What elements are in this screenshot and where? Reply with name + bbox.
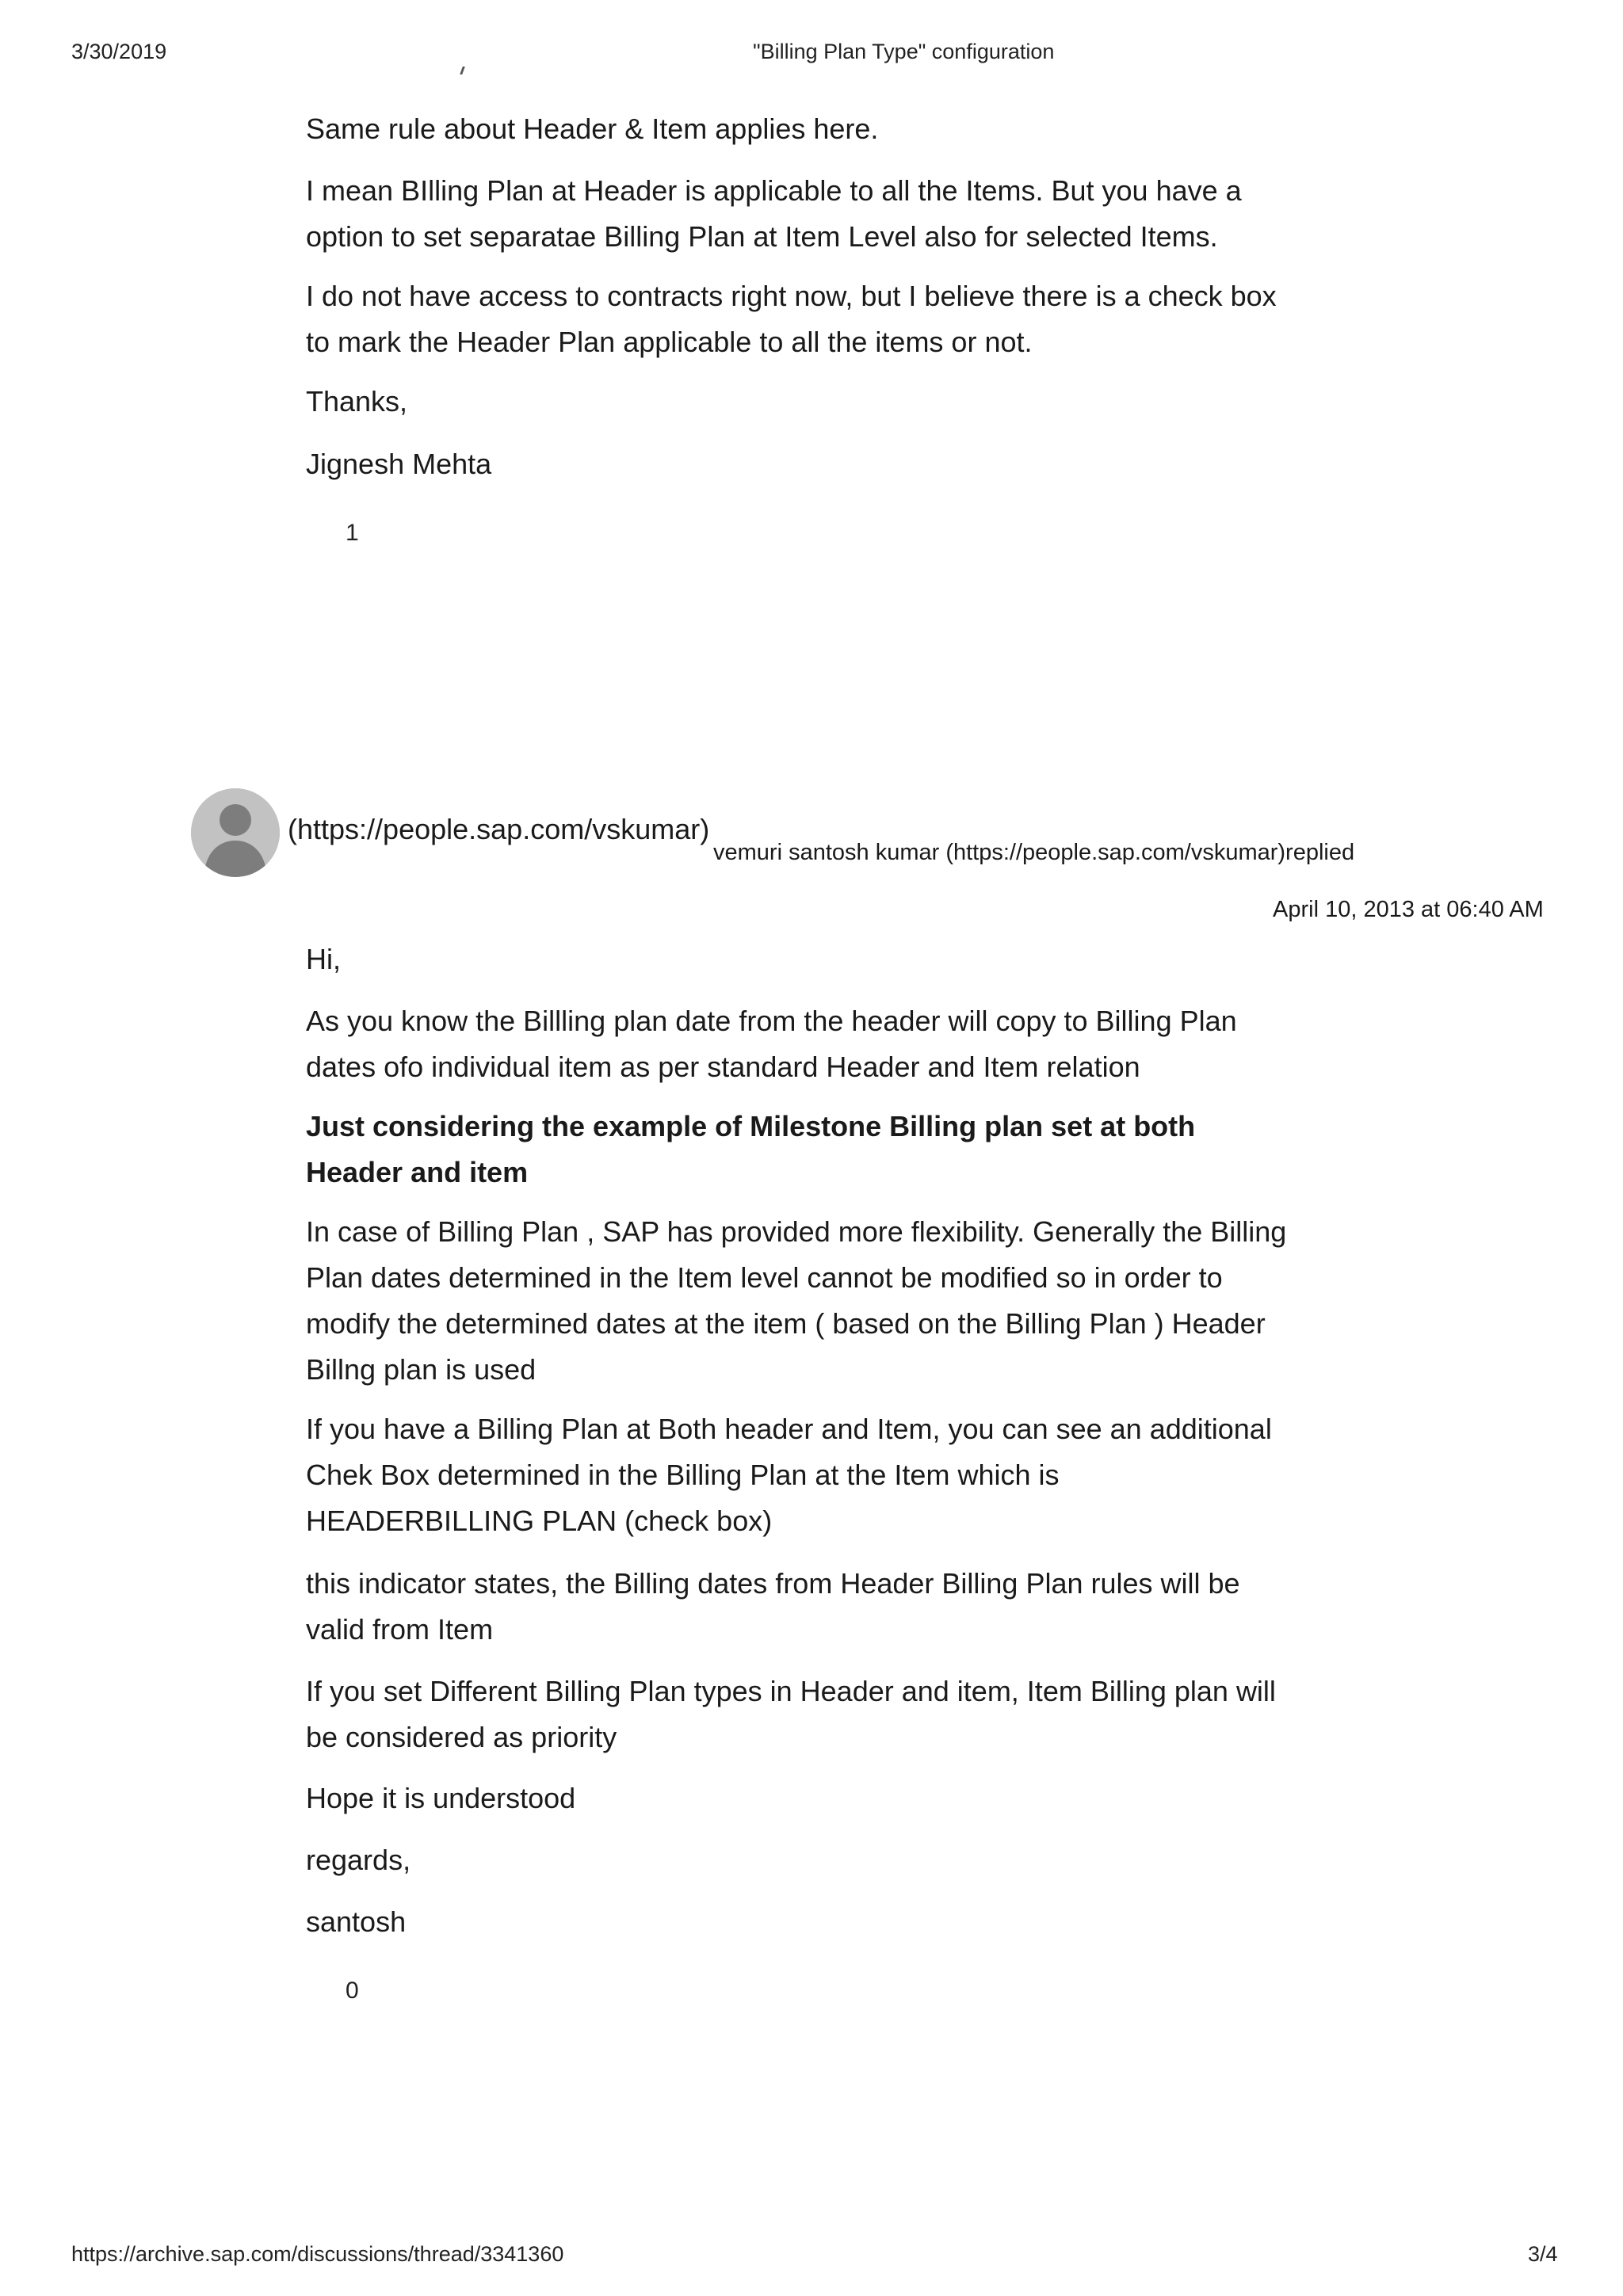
reply-2-paragraph: Hope it is understood (306, 1782, 576, 1814)
reply-2-bold-heading: Just considering the example of Milestone Billing plan set at both Header and item (306, 1110, 1196, 1188)
print-date: 3/30/2019 (71, 40, 167, 63)
reply-2-paragraph: In case of Billing Plan , SAP has provided more flexibility. Generally the Billing Plan dates determined in the Item level cannot be modified so in order to modify the determined dates at the item ( based on the Billing Plan ) Header Billng plan is used (306, 1215, 1287, 1386)
reply-timestamp-clip (1189, 894, 1556, 929)
user-silhouette-icon (191, 788, 280, 877)
reply-1-signature: Jignesh Mehta (306, 448, 492, 480)
avatar[interactable] (191, 788, 280, 877)
print-page-title: "Billing Plan Type" configuration (753, 40, 1055, 63)
reply-2-paragraph: If you have a Billing Plan at Both header and Item, you can see an additional Chek Box determined in the Billing Plan at the Item which is HEADERBILLING PLAN (check box) (306, 1413, 1272, 1537)
reply-1-paragraph: I do not have access to contracts right now, but I believe there is a check box to mark the Header Plan applicable to all the items or not. (306, 280, 1277, 358)
reply-1-paragraph: Same rule about Header & Item applies here. (306, 113, 879, 145)
print-page-number: 3/4 (1528, 2242, 1558, 2266)
profile-link[interactable]: (https://people.sap.com/vskumar) (288, 813, 710, 845)
reply-2-greeting: Hi, (306, 943, 341, 975)
print-footer-url: https://archive.sap.com/discussions/thread/3341360 (71, 2242, 564, 2266)
reply-author-line[interactable]: vemuri santosh kumar (https://people.sap.com/vskumar)replied (713, 840, 1355, 865)
reply-timestamp: April 10, 2013 at 06:40 AM (1273, 897, 1544, 922)
reply-2-paragraph: this indicator states, the Billing dates from Header Billing Plan rules will be valid from Item (306, 1567, 1240, 1646)
reply-2-paragraph: If you set Different Billing Plan types in Header and item, Item Billing plan will be considered as priority (306, 1675, 1276, 1753)
reply-1-paragraph: Thanks, (306, 385, 408, 418)
reply-2-signature: santosh (306, 1905, 407, 1938)
cut-off-text-fragment (460, 67, 465, 74)
reply-1-vote-count[interactable]: 1 (346, 520, 359, 546)
reply-2-sign-off: regards, (306, 1844, 411, 1876)
reply-1-paragraph: I mean BIlling Plan at Header is applicable to all the Items. But you have a option to set separatae Billing Plan at Item Level also for selected Items. (306, 174, 1242, 253)
reply-2-paragraph: As you know the Billling plan date from the header will copy to Billing Plan dates ofo individual item as per standard Header and Item relation (306, 1005, 1237, 1083)
reply-2-vote-count[interactable]: 0 (346, 1978, 359, 2004)
